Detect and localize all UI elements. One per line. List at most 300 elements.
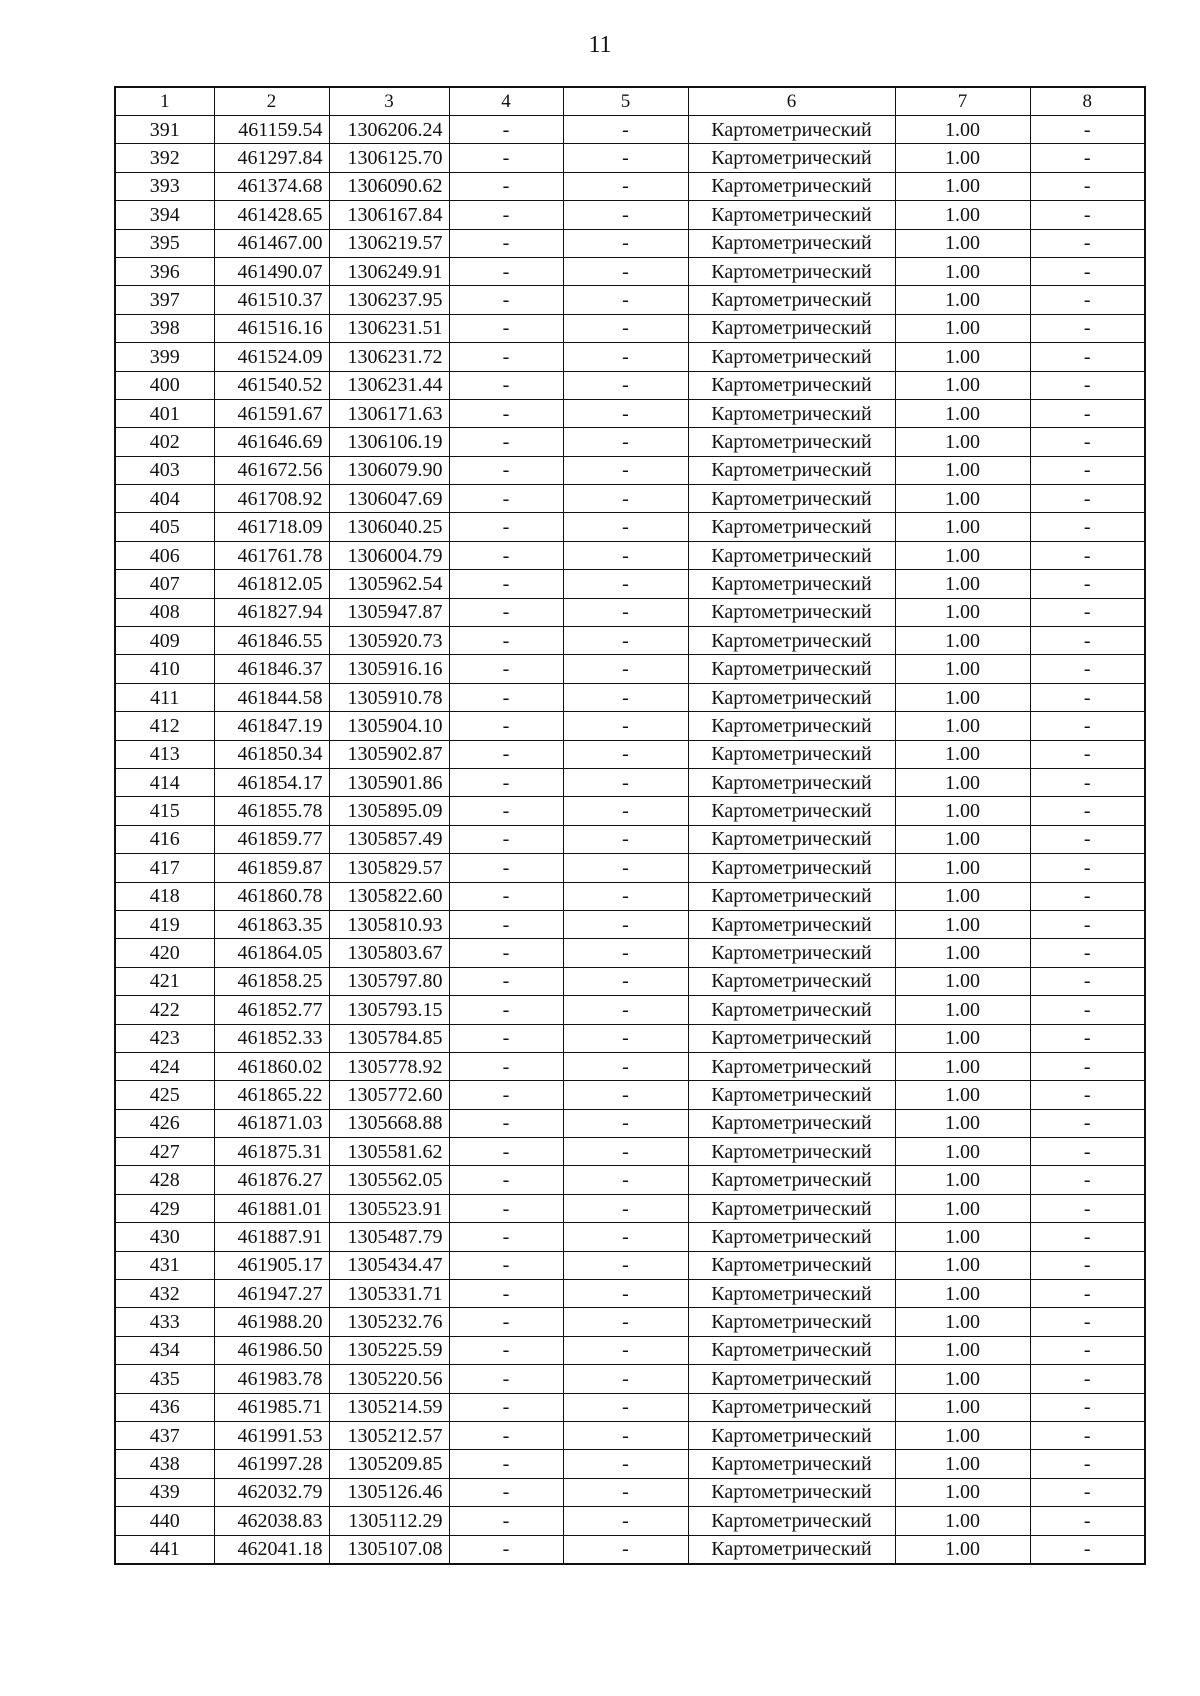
column-4-cell: - (449, 144, 563, 172)
point-number-cell: 423 (115, 1024, 214, 1052)
accuracy-cell: 1.00 (895, 854, 1030, 882)
method-cell: Картометрический (688, 201, 895, 229)
column-5-cell: - (563, 541, 688, 569)
column-5-cell: - (563, 1535, 688, 1564)
column-8-cell: - (1030, 712, 1145, 740)
accuracy-cell: 1.00 (895, 144, 1030, 172)
accuracy-cell: 1.00 (895, 428, 1030, 456)
point-number-cell: 439 (115, 1478, 214, 1506)
method-cell: Картометрический (688, 1308, 895, 1336)
table-row (115, 1336, 1145, 1364)
column-5-cell: - (563, 1194, 688, 1222)
point-number-cell: 409 (115, 627, 214, 655)
column-5-cell: - (563, 1507, 688, 1535)
x-coordinate-cell: 461875.31 (214, 1138, 329, 1166)
x-coordinate-cell: 461718.09 (214, 513, 329, 541)
column-5-cell: - (563, 910, 688, 938)
x-coordinate-cell: 461516.16 (214, 314, 329, 342)
y-coordinate-cell: 1305920.73 (329, 627, 449, 655)
y-coordinate-cell: 1305797.80 (329, 967, 449, 995)
column-4-cell: - (449, 428, 563, 456)
method-cell: Картометрический (688, 655, 895, 683)
column-8-cell: - (1030, 116, 1145, 144)
column-8-cell: - (1030, 541, 1145, 569)
table-row (115, 797, 1145, 825)
column-4-cell: - (449, 229, 563, 257)
table-row (115, 967, 1145, 995)
column-5-cell: - (563, 286, 688, 314)
y-coordinate-cell: 1305910.78 (329, 683, 449, 711)
column-4-cell: - (449, 1535, 563, 1564)
column-4-cell: - (449, 740, 563, 768)
y-coordinate-cell: 1305857.49 (329, 825, 449, 853)
method-cell: Картометрический (688, 825, 895, 853)
y-coordinate-cell: 1305916.16 (329, 655, 449, 683)
y-coordinate-cell: 1306106.19 (329, 428, 449, 456)
column-5-cell: - (563, 1393, 688, 1421)
column-4-cell: - (449, 598, 563, 626)
column-8-cell: - (1030, 939, 1145, 967)
column-5-cell: - (563, 768, 688, 796)
table-row (115, 513, 1145, 541)
y-coordinate-cell: 1305803.67 (329, 939, 449, 967)
column-8-cell: - (1030, 1478, 1145, 1506)
column-4-cell: - (449, 172, 563, 200)
x-coordinate-cell: 461864.05 (214, 939, 329, 967)
column-4-cell: - (449, 1308, 563, 1336)
y-coordinate-cell: 1306079.90 (329, 456, 449, 484)
x-coordinate-cell: 461876.27 (214, 1166, 329, 1194)
method-cell: Картометрический (688, 967, 895, 995)
point-number-cell: 413 (115, 740, 214, 768)
method-cell: Картометрический (688, 172, 895, 200)
method-cell: Картометрический (688, 1365, 895, 1393)
column-8-cell: - (1030, 655, 1145, 683)
point-number-cell: 401 (115, 399, 214, 427)
point-number-cell: 410 (115, 655, 214, 683)
y-coordinate-cell: 1306167.84 (329, 201, 449, 229)
point-number-cell: 435 (115, 1365, 214, 1393)
point-number-cell: 408 (115, 598, 214, 626)
table-row (115, 541, 1145, 569)
accuracy-cell: 1.00 (895, 229, 1030, 257)
column-4-cell: - (449, 1421, 563, 1449)
column-5-cell: - (563, 1024, 688, 1052)
y-coordinate-cell: 1305793.15 (329, 996, 449, 1024)
column-4-cell: - (449, 286, 563, 314)
method-cell: Картометрический (688, 428, 895, 456)
table-row (115, 1535, 1145, 1564)
column-5-cell: - (563, 1478, 688, 1506)
column-5-cell: - (563, 1336, 688, 1364)
column-4-cell: - (449, 1280, 563, 1308)
table-row (115, 910, 1145, 938)
accuracy-cell: 1.00 (895, 485, 1030, 513)
column-8-cell: - (1030, 882, 1145, 910)
method-cell: Картометрический (688, 1223, 895, 1251)
column-4-cell: - (449, 825, 563, 853)
column-8-cell: - (1030, 768, 1145, 796)
method-cell: Картометрический (688, 598, 895, 626)
point-number-cell: 436 (115, 1393, 214, 1421)
point-number-cell: 425 (115, 1081, 214, 1109)
x-coordinate-cell: 461844.58 (214, 683, 329, 711)
accuracy-cell: 1.00 (895, 201, 1030, 229)
column-4-cell: - (449, 1052, 563, 1080)
x-coordinate-cell: 461761.78 (214, 541, 329, 569)
method-cell: Картометрический (688, 882, 895, 910)
method-cell: Картометрический (688, 1450, 895, 1478)
accuracy-cell: 1.00 (895, 541, 1030, 569)
column-4-cell: - (449, 485, 563, 513)
x-coordinate-cell: 461859.77 (214, 825, 329, 853)
column-5-cell: - (563, 996, 688, 1024)
x-coordinate-cell: 461846.55 (214, 627, 329, 655)
table-row (115, 144, 1145, 172)
column-5-cell: - (563, 683, 688, 711)
y-coordinate-cell: 1305107.08 (329, 1535, 449, 1564)
accuracy-cell: 1.00 (895, 1194, 1030, 1222)
x-coordinate-cell: 462032.79 (214, 1478, 329, 1506)
column-5-cell: - (563, 428, 688, 456)
y-coordinate-cell: 1305212.57 (329, 1421, 449, 1449)
x-coordinate-cell: 461871.03 (214, 1109, 329, 1137)
point-number-cell: 429 (115, 1194, 214, 1222)
point-number-cell: 418 (115, 882, 214, 910)
point-number-cell: 430 (115, 1223, 214, 1251)
y-coordinate-cell: 1305523.91 (329, 1194, 449, 1222)
column-5-cell: - (563, 1223, 688, 1251)
point-number-cell: 404 (115, 485, 214, 513)
y-coordinate-cell: 1305901.86 (329, 768, 449, 796)
x-coordinate-cell: 461859.87 (214, 854, 329, 882)
column-4-cell: - (449, 1109, 563, 1137)
column-4-cell: - (449, 541, 563, 569)
column-8-cell: - (1030, 314, 1145, 342)
column-5-cell: - (563, 712, 688, 740)
column-4-cell: - (449, 627, 563, 655)
point-number-cell: 424 (115, 1052, 214, 1080)
column-8-cell: - (1030, 485, 1145, 513)
table-row (115, 257, 1145, 285)
y-coordinate-cell: 1305225.59 (329, 1336, 449, 1364)
column-8-cell: - (1030, 371, 1145, 399)
x-coordinate-cell: 461855.78 (214, 797, 329, 825)
column-5-cell: - (563, 854, 688, 882)
point-number-cell: 422 (115, 996, 214, 1024)
page-number: 11 (588, 32, 612, 58)
y-coordinate-cell: 1306237.95 (329, 286, 449, 314)
method-cell: Картометрический (688, 399, 895, 427)
method-cell: Картометрический (688, 541, 895, 569)
column-5-cell: - (563, 1308, 688, 1336)
column-4-cell: - (449, 996, 563, 1024)
y-coordinate-cell: 1306004.79 (329, 541, 449, 569)
accuracy-cell: 1.00 (895, 1308, 1030, 1336)
method-cell: Картометрический (688, 1251, 895, 1279)
column-5-cell: - (563, 485, 688, 513)
table-row (115, 598, 1145, 626)
point-number-cell: 411 (115, 683, 214, 711)
point-number-cell: 400 (115, 371, 214, 399)
accuracy-cell: 1.00 (895, 343, 1030, 371)
column-4-cell: - (449, 910, 563, 938)
method-cell: Картометрический (688, 768, 895, 796)
table-row (115, 1365, 1145, 1393)
column-5-cell: - (563, 570, 688, 598)
table-row (115, 1081, 1145, 1109)
table-row (115, 683, 1145, 711)
column-5-cell: - (563, 229, 688, 257)
column-4-cell: - (449, 1478, 563, 1506)
accuracy-cell: 1.00 (895, 740, 1030, 768)
table-row (115, 627, 1145, 655)
table-row (115, 116, 1145, 144)
x-coordinate-cell: 461510.37 (214, 286, 329, 314)
column-5-cell: - (563, 144, 688, 172)
column-8-cell: - (1030, 1109, 1145, 1137)
table-row (115, 1024, 1145, 1052)
column-8-cell: - (1030, 201, 1145, 229)
column-5-cell: - (563, 1138, 688, 1166)
table-row (115, 314, 1145, 342)
method-cell: Картометрический (688, 1336, 895, 1364)
column-5-cell: - (563, 882, 688, 910)
column-8-cell: - (1030, 1251, 1145, 1279)
method-cell: Картометрический (688, 740, 895, 768)
accuracy-cell: 1.00 (895, 1450, 1030, 1478)
y-coordinate-cell: 1305895.09 (329, 797, 449, 825)
method-cell: Картометрический (688, 854, 895, 882)
y-coordinate-cell: 1305822.60 (329, 882, 449, 910)
table-row (115, 1251, 1145, 1279)
method-cell: Картометрический (688, 1393, 895, 1421)
column-8-cell: - (1030, 598, 1145, 626)
y-coordinate-cell: 1305112.29 (329, 1507, 449, 1535)
column-4-cell: - (449, 257, 563, 285)
table-row (115, 1421, 1145, 1449)
y-coordinate-cell: 1305232.76 (329, 1308, 449, 1336)
column-4-cell: - (449, 1251, 563, 1279)
accuracy-cell: 1.00 (895, 172, 1030, 200)
point-number-cell: 406 (115, 541, 214, 569)
accuracy-cell: 1.00 (895, 286, 1030, 314)
y-coordinate-cell: 1305810.93 (329, 910, 449, 938)
method-cell: Картометрический (688, 1535, 895, 1564)
accuracy-cell: 1.00 (895, 1507, 1030, 1535)
column-8-cell: - (1030, 1535, 1145, 1564)
table-row (115, 712, 1145, 740)
table-row (115, 882, 1145, 910)
point-number-cell: 417 (115, 854, 214, 882)
y-coordinate-cell: 1305668.88 (329, 1109, 449, 1137)
accuracy-cell: 1.00 (895, 1478, 1030, 1506)
table-row (115, 286, 1145, 314)
y-coordinate-cell: 1306206.24 (329, 116, 449, 144)
column-8-cell: - (1030, 257, 1145, 285)
x-coordinate-cell: 461858.25 (214, 967, 329, 995)
table-row (115, 1052, 1145, 1080)
x-coordinate-cell: 461865.22 (214, 1081, 329, 1109)
y-coordinate-cell: 1305784.85 (329, 1024, 449, 1052)
y-coordinate-cell: 1305778.92 (329, 1052, 449, 1080)
x-coordinate-cell: 461708.92 (214, 485, 329, 513)
table-row (115, 1280, 1145, 1308)
column-8-cell: - (1030, 1052, 1145, 1080)
column-8-cell: - (1030, 1081, 1145, 1109)
column-5-cell: - (563, 1251, 688, 1279)
x-coordinate-cell: 461827.94 (214, 598, 329, 626)
column-4-cell: - (449, 116, 563, 144)
accuracy-cell: 1.00 (895, 655, 1030, 683)
column-8-cell: - (1030, 825, 1145, 853)
y-coordinate-cell: 1306040.25 (329, 513, 449, 541)
column-4-cell: - (449, 1393, 563, 1421)
accuracy-cell: 1.00 (895, 1393, 1030, 1421)
table-row (115, 1223, 1145, 1251)
point-number-cell: 428 (115, 1166, 214, 1194)
column-8-cell: - (1030, 570, 1145, 598)
x-coordinate-cell: 461860.78 (214, 882, 329, 910)
point-number-cell: 395 (115, 229, 214, 257)
column-8-cell: - (1030, 456, 1145, 484)
column-4-cell: - (449, 1138, 563, 1166)
accuracy-cell: 1.00 (895, 1336, 1030, 1364)
column-8-cell: - (1030, 1308, 1145, 1336)
x-coordinate-cell: 461988.20 (214, 1308, 329, 1336)
point-number-cell: 392 (115, 144, 214, 172)
point-number-cell: 403 (115, 456, 214, 484)
column-8-cell: - (1030, 967, 1145, 995)
column-5-cell: - (563, 1109, 688, 1137)
accuracy-cell: 1.00 (895, 1138, 1030, 1166)
column-8-cell: - (1030, 229, 1145, 257)
x-coordinate-cell: 461854.17 (214, 768, 329, 796)
table-row (115, 1450, 1145, 1478)
column-4-cell: - (449, 343, 563, 371)
point-number-cell: 420 (115, 939, 214, 967)
column-8-cell: - (1030, 683, 1145, 711)
x-coordinate-cell: 461947.27 (214, 1280, 329, 1308)
accuracy-cell: 1.00 (895, 967, 1030, 995)
column-5-cell: - (563, 343, 688, 371)
method-cell: Картометрический (688, 116, 895, 144)
table-row (115, 1507, 1145, 1535)
column-8-cell: - (1030, 797, 1145, 825)
accuracy-cell: 1.00 (895, 1535, 1030, 1564)
method-cell: Картометрический (688, 286, 895, 314)
x-coordinate-cell: 461467.00 (214, 229, 329, 257)
x-coordinate-cell: 462041.18 (214, 1535, 329, 1564)
column-5-cell: - (563, 1280, 688, 1308)
column-5-cell: - (563, 116, 688, 144)
column-5-cell: - (563, 655, 688, 683)
x-coordinate-cell: 461524.09 (214, 343, 329, 371)
method-cell: Картометрический (688, 939, 895, 967)
method-cell: Картометрический (688, 1280, 895, 1308)
y-coordinate-cell: 1306090.62 (329, 172, 449, 200)
method-cell: Картометрический (688, 1166, 895, 1194)
column-5-cell: - (563, 1081, 688, 1109)
table-row (115, 1308, 1145, 1336)
method-cell: Картометрический (688, 144, 895, 172)
method-cell: Картометрический (688, 797, 895, 825)
column-5-cell: - (563, 201, 688, 229)
column-4-cell: - (449, 570, 563, 598)
point-number-cell: 407 (115, 570, 214, 598)
point-number-cell: 393 (115, 172, 214, 200)
column-8-cell: - (1030, 172, 1145, 200)
accuracy-cell: 1.00 (895, 116, 1030, 144)
table-row (115, 485, 1145, 513)
column-4-cell: - (449, 768, 563, 796)
column-4-cell: - (449, 882, 563, 910)
accuracy-cell: 1.00 (895, 825, 1030, 853)
column-8-cell: - (1030, 1194, 1145, 1222)
column-8-cell: - (1030, 1024, 1145, 1052)
column-4-cell: - (449, 1450, 563, 1478)
accuracy-cell: 1.00 (895, 257, 1030, 285)
column-4-cell: - (449, 655, 563, 683)
y-coordinate-cell: 1305772.60 (329, 1081, 449, 1109)
point-number-cell: 434 (115, 1336, 214, 1364)
header-cell: 8 (1030, 87, 1145, 116)
y-coordinate-cell: 1305209.85 (329, 1450, 449, 1478)
header-cell: 4 (449, 87, 563, 116)
column-5-cell: - (563, 513, 688, 541)
point-number-cell: 427 (115, 1138, 214, 1166)
accuracy-cell: 1.00 (895, 768, 1030, 796)
column-8-cell: - (1030, 513, 1145, 541)
y-coordinate-cell: 1306125.70 (329, 144, 449, 172)
column-5-cell: - (563, 598, 688, 626)
table-row (115, 1478, 1145, 1506)
y-coordinate-cell: 1305562.05 (329, 1166, 449, 1194)
accuracy-cell: 1.00 (895, 598, 1030, 626)
x-coordinate-cell: 461374.68 (214, 172, 329, 200)
column-8-cell: - (1030, 627, 1145, 655)
accuracy-cell: 1.00 (895, 1166, 1030, 1194)
column-8-cell: - (1030, 1166, 1145, 1194)
column-5-cell: - (563, 797, 688, 825)
column-8-cell: - (1030, 910, 1145, 938)
y-coordinate-cell: 1306047.69 (329, 485, 449, 513)
column-4-cell: - (449, 201, 563, 229)
column-4-cell: - (449, 1024, 563, 1052)
table-row (115, 1138, 1145, 1166)
column-4-cell: - (449, 1166, 563, 1194)
column-8-cell: - (1030, 996, 1145, 1024)
x-coordinate-cell: 461591.67 (214, 399, 329, 427)
method-cell: Картометрический (688, 456, 895, 484)
y-coordinate-cell: 1305220.56 (329, 1365, 449, 1393)
method-cell: Картометрический (688, 343, 895, 371)
column-4-cell: - (449, 371, 563, 399)
accuracy-cell: 1.00 (895, 627, 1030, 655)
accuracy-cell: 1.00 (895, 882, 1030, 910)
x-coordinate-cell: 461863.35 (214, 910, 329, 938)
method-cell: Картометрический (688, 1052, 895, 1080)
column-4-cell: - (449, 854, 563, 882)
point-number-cell: 405 (115, 513, 214, 541)
y-coordinate-cell: 1305434.47 (329, 1251, 449, 1279)
column-8-cell: - (1030, 740, 1145, 768)
point-number-cell: 421 (115, 967, 214, 995)
x-coordinate-cell: 461672.56 (214, 456, 329, 484)
table-body (115, 116, 1145, 1564)
x-coordinate-cell: 461850.34 (214, 740, 329, 768)
column-5-cell: - (563, 257, 688, 285)
